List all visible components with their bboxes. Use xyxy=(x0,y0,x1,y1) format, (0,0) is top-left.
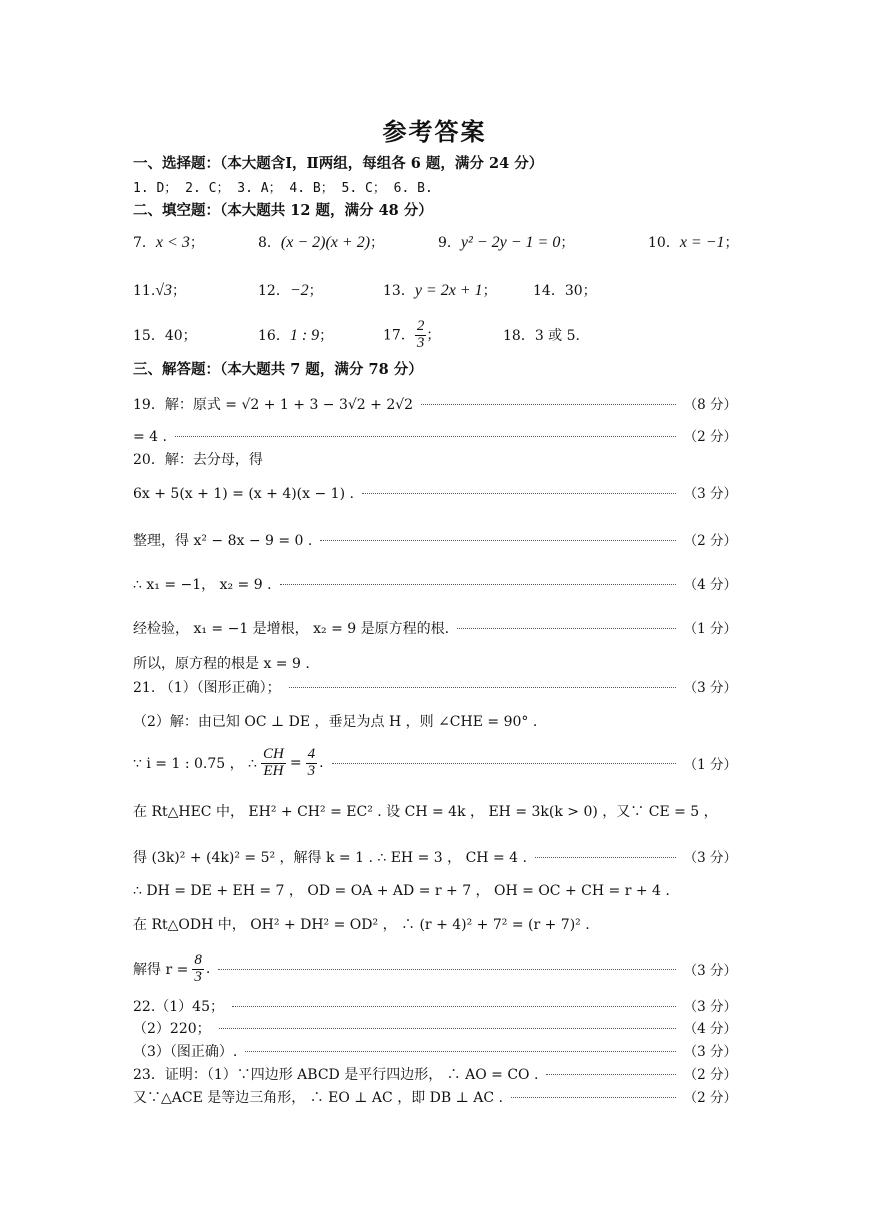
section3-heading: 三、解答题：（本大题共 7 题，满分 78 分） xyxy=(133,361,423,378)
solution-line: 21. （1）（图形正确）； （3 分） xyxy=(133,680,737,696)
fill-item: 8．(x − 2)(x + 2)； xyxy=(258,234,385,251)
fraction-17: $\frac{2}{3}$ xyxy=(416,317,425,351)
section2-heading: 二、填空题：（本大题共 12 题，满分 48 分） xyxy=(133,202,433,219)
solution-line: 整理，得 x² − 8x − 9 = 0 . （2 分） xyxy=(133,533,737,549)
fill-item: 11.√3； xyxy=(133,282,187,299)
solution-line: 20．解：去分母，得 xyxy=(133,452,263,468)
fraction-4-3: $\frac{4}{3}$ xyxy=(307,745,316,779)
fraction-ch-eh: $\frac{CH}{EH}$ xyxy=(262,745,284,779)
fill-row-2 xyxy=(133,280,737,300)
fill-item: 18．3 或 5. xyxy=(503,328,580,344)
fill-item: 14．30； xyxy=(533,283,597,299)
section1-answers: 1. D； 2. C； 3. A； 4. B； 5. C； 6. B. xyxy=(133,181,433,196)
solution-line: 在 Rt△ODH 中， OH² + DH² = OD² ， ∴ (r + 4)² + 7² = (r + 7)² . xyxy=(133,917,590,933)
solution-line: 又∵△ACE 是等边三角形， ∴ EO ⊥ AC ，即 DB ⊥ AC . （2 分） xyxy=(133,1090,737,1106)
solution-line: = 4 . （2 分） xyxy=(133,429,737,445)
fill-item: 10．x = −1； xyxy=(648,234,739,251)
fill-item: 9．y² − 2y − 1 = 0； xyxy=(438,234,575,251)
solution-line: 22.（1）45； （3 分） xyxy=(133,999,737,1015)
fraction-r: $\frac{8}{3}$ xyxy=(194,951,202,985)
fill-item: 7．x < 3； xyxy=(133,234,204,251)
fill-item: 15．40； xyxy=(133,328,197,344)
fill-row-1 xyxy=(133,232,737,252)
solution-line: （2）220； （4 分） xyxy=(133,1021,737,1037)
solution-line: 在 Rt△HEC 中， EH² + CH² = EC² . 设 CH = 4k ， EH = 3k(k > 0) ，又∵ CE = 5 ， xyxy=(133,804,718,820)
solution-line: ∴ x₁ = −1， x₂ = 9 . （4 分） xyxy=(133,577,737,593)
solution-line: 解得 r = $\frac{8}{3}$ . （3 分） xyxy=(133,951,737,985)
solution-line: 经检验， x₁ = −1 是增根， x₂ = 9 是原方程的根. （1 分） xyxy=(133,621,737,637)
solution-line: ∵ i = 1 : 0.75 ， ∴ $\frac{CH}{EH}$ = $\frac{4}{3}$ . （1 分） xyxy=(133,745,737,779)
fill-item: 12．−2； xyxy=(258,282,323,299)
solution-line: ∴ DH = DE + EH = 7 ， OD = OA + AD = r + 7 ， OH = OC + CH = r + 4 . xyxy=(133,883,670,899)
fill-row-3 xyxy=(133,315,737,355)
solution-line: 23．证明：（1）∵四边形 ABCD 是平行四边形， ∴ AO = CO . （2 分） xyxy=(133,1067,737,1083)
solution-line: 所以，原方程的根是 x = 9 . xyxy=(133,656,310,672)
fill-item: 16．1 : 9； xyxy=(258,327,334,344)
fill-item: 17． $\frac{2}{3}$ ； xyxy=(383,317,441,351)
fill-item: 13．y = 2x + 1； xyxy=(383,282,497,299)
page-title: 参考答案 xyxy=(382,117,487,146)
solution-line: 19．解：原式 = √2 + 1 + 3 − 3√2 + 2√2 （8 分） xyxy=(133,397,737,413)
solution-line: （3）（图正确）. （3 分） xyxy=(133,1044,737,1060)
solution-line: （2）解：由已知 OC ⊥ DE ，垂足为点 H ，则 ∠CHE = 90° . xyxy=(133,714,538,730)
solution-line: 得 (3k)² + (4k)² = 5² ，解得 k = 1 . ∴ EH = 3 ， CH = 4 . （3 分） xyxy=(133,850,737,866)
section1-heading: 一、选择题：（本大题含Ⅰ，Ⅱ两组，每组各 6 题，满分 24 分） xyxy=(133,155,544,172)
solution-line: 6x + 5(x + 1) = (x + 4)(x − 1) . （3 分） xyxy=(133,486,737,502)
